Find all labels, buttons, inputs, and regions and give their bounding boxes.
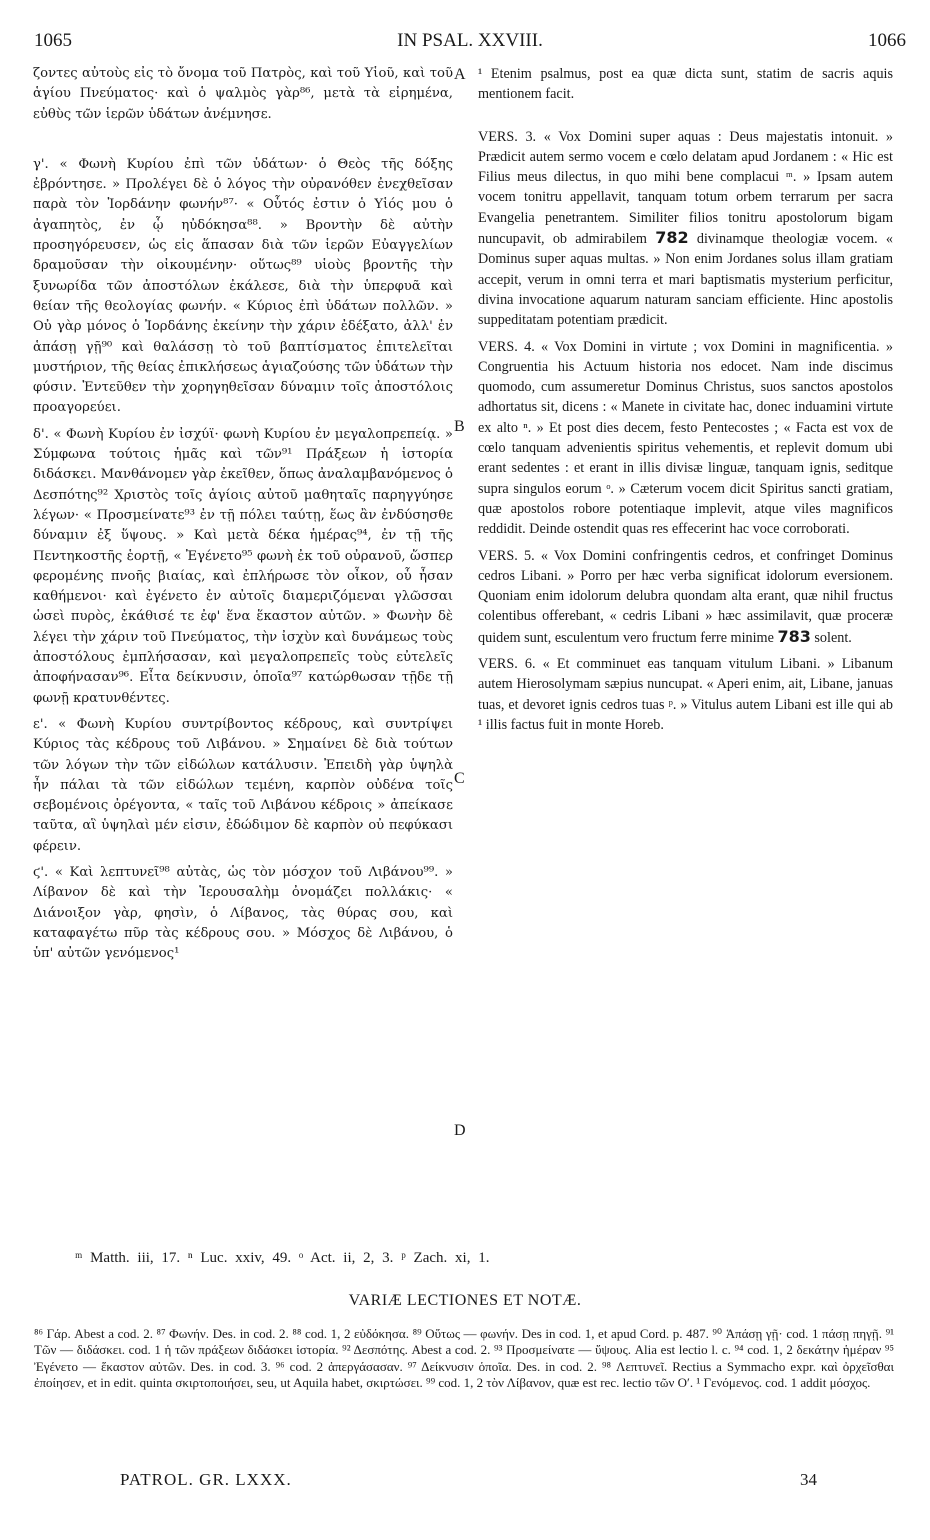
latin-text: VERS. 3. « Vox Domini super aquas : Deus majestatis intonuit. » Prædicit autem sermo vocem e cœlo delatam apud Jordanem : « Hic est Filius meus dilectus, in quo mihi bene complacui ᵐ. » Ipsam autem vocem tonitru appellavit, tanquam totum orbem terrarum per sacra Evangelia penetrantem. Similiter filios tonitru apostolorum bigam nuncupavit, ob admirabilem [478, 128, 893, 248]
spacer [478, 105, 893, 127]
latin-paragraph: VERS. 4. « Vox Domini in virtute ; vox Domini in magnificentia. » Congruentia his Actuum historia nos edocet. Nam inde discimus quomodo, cum assumeretur Dominus Christus, suos sanctos apostolos adhortatus sit, dicens : « Manete in civitate hac, donec induamini virtute ex alto ⁿ. » Et post dies decem, festo Pentecostes ; « Facta est vox de cœlo tanquam advenientis spiritus vehementis, et replevit domum ubi erant sedentes : et erant in illis divisæ linguæ, tanquam ignis, seditque supra singulos eorum ᵒ. » Cæterum vocem dicit Spiritus sancti gratiam, quæ apostolos robore potentiaque implevit, atque viles magnificos reddidit. Deinde ostendit quas res effecerint hac voce corroborati. [478, 338, 893, 538]
footer-series: PATROL. GR. LXXX. [120, 1470, 292, 1489]
margin-letter-b: B [454, 418, 465, 435]
margin-letter-c: C [454, 770, 465, 787]
latin-text: divinamque theologiæ vocem. « Dominus super aquas multas. » Non enim Jordanes solus illam gratiam accepit, verum in omni terra et mari baptismatis mysterium perficitur, divina invocatione aquarum naturam sanciam efficiente. Hinc apostolis suppeditatam potentiam prædicit. [478, 231, 894, 329]
latin-text: VERS. 5. « Vox Domini confringentis cedros, et confringet Dominus cedros Libani. » Porro per hæc verba significat idolorum eversionem. Quoniam enim idolorum delubra quondam alta erant, quæ nihil fructus colentibus offerebant, « cedris Libani » hæc assimilavit, quæ proceræ quidem sunt, esculentum vero fructum ferre minime [478, 547, 893, 646]
latin-paragraph: VERS. 6. « Et comminuet eas tanquam vitulum Libani. » Libanum autem Hierosolymam sæpius nuncupat. « Aperi enim, ait, Libane, januas tuas, et devoret ignis cedros tuas ᵖ. » Vitulus autem Libani est ille qui ab ¹ illis factus fuit in monte Horeb. [478, 656, 893, 733]
page-number-marker: 783 [777, 626, 811, 646]
textual-notes: ⁸⁶ Γάρ. Abest a cod. 2. ⁸⁷ Φωνήν. Des. in cod. 2. ⁸⁸ cod. 1, 2 εὐδόκησα. ⁸⁹ Οὕτως — φωνήν. Des in cod. 1, et apud Cord. p. 487. ⁹⁰ Ἁπάσῃ γῇ· cod. 1 πάσῃ πηγῇ. ⁹¹ Τῶν — διδάσκει. cod. 1 ἡ τῶν πράξεων διδάσκει ἱστορία. ⁹² Δεσπότης. Abest a cod. 2. ⁹³ Προσμείνατε — ὕψους. Alia est lectio l. c. ⁹⁴ cod. 1, 2 δεκάτην ἡμέραν ⁹⁵ Ἐγένετο — ἕκαστον αὐτῶν. Des. in cod. 3. ⁹⁶ cod. 2 ἀπεργάσασαν. ⁹⁷ Δείκνυσιν ὁποῖα. Des. in cod. 2. ⁹⁸ Λεπτυνεῖ. Rectius a Symmacho expr. καὶ ὀρχεῖσθαι ἐποίησεν, et in edit. quinta σκιρτοποιήσει, seu, ut Aquila habet, σκιρτώσει. ⁹⁹ cod. 1, 2 τὸν Λίβανον, quæ est rec. lectio τῶν Οʹ. ¹ Γενόμενος. cod. 1 addit μόσχος. [34, 1326, 894, 1391]
latin-column [478, 64, 893, 735]
running-header [34, 30, 906, 56]
latin-paragraph: ¹ Etenim psalmus, post ea quæ dicta sunt, statim de sacris aquis mentionem facit. [478, 66, 893, 103]
greek-paragraph: ε'. « Φωνὴ Κυρίου συντρίβοντος κέδρους, καὶ συντρίψει Κύριος τὰς κέδρους τοῦ Λιβάνου. » Σημαίνει δὲ διὰ τούτων τῶν λόγων τὴν τῶν εἰδώλων κατάλυσιν. Ἐπειδὴ γὰρ ὑψηλὰ ἦν πάλαι τὰ τῶν εἰδώλων τεμένη, καρπὸν οὐδένα τοῖς σεβομένοις ὀρέγοντα, « ταῖς τοῦ Λιβάνου κέδροις » ἀπείκασε ταῦτα, αἳ ὑψηλαὶ μέν εἰσιν, ἐδώδιμον δὲ καρπὸν οὐ πεφύκασι φέρειν. [33, 716, 453, 854]
margin-letter-a: A [454, 66, 466, 83]
spacer [33, 125, 453, 155]
greek-paragraph: δ'. « Φωνὴ Κυρίου ἐν ἰσχύϊ· φωνὴ Κυρίου ἐν μεγαλοπρεπείᾳ. » Σύμφωνα τούτοις ἡμᾶς καὶ τῶν⁹¹ Πράξεων ἡ ἱστορία διδάσκει. Μανθάνομεν γὰρ ἐκεῖθεν, ὅπως ἀναλαμβανόμενος ὁ Δεσπότης⁹² Χριστὸς τοῖς ἁγίοις αὐτοῦ μαθηταῖς παρηγγύησε λέγων· « Προσμείνατε⁹³ ἐν τῇ πόλει ταύτῃ, ἕως ἂν ἐνδύσησθε δύναμιν ἐξ ὕψους. » Καὶ μετὰ δέκα ἡμέρας⁹⁴, ἐν τῇ τῆς Πεντηκοστῆς ἑορτῇ, « Ἐγένετο⁹⁵ φωνὴ ἐκ τοῦ οὐρανοῦ, ὥσπερ φερομένης πνοῆς βιαίας, καὶ ἐπλήρωσε τὸν οἶκον, οὗ ἦσαν καθήμενοι· καὶ ἐγένετο ἐν αὐτοῖς διαμεριζόμεναι γλῶσσαι ὡσεὶ πυρὸς, ἐκάθισέ τε ἐφ' ἕνα ἕκαστον αὐτῶν. » Φωνὴν δὲ λέγει τὴν χάριν τοῦ Πνεύματος, τὴν ἰσχὺν καὶ δυνάμεως τοὺς ἀποστόλους ἐμπλήσασαν, καὶ μεγαλοπρεπεῖς τοὺς εὐτελεῖς ἀποφήνασαν⁹⁶. Εἶτα δείκνυσιν, ὁποῖα⁹⁷ κατώρθωσαν τῇδε τῇ φωνῇ κρατυνθέντες. [33, 426, 453, 706]
left-column-number: 1065 [34, 30, 72, 51]
latin-text: solent. [814, 629, 852, 646]
margin-letter-d: D [454, 1122, 466, 1139]
page-number-marker: 782 [655, 228, 689, 248]
greek-paragraph: ζοντες αὐτοὺς εἰς τὸ ὄνομα τοῦ Πατρὸς, καὶ τοῦ Υἱοῦ, καὶ τοῦ ἁγίου Πνεύματος· καὶ ὁ ψαλμὸς γὰρ⁸⁶, μετὰ τὰ εἰρημένα, εὐθὺς τῶν ἱερῶν ὑδάτων ἀνέμνησε. [33, 66, 453, 122]
running-title: IN PSAL. XXVIII. [397, 30, 543, 51]
greek-paragraph: ϛ'. « Καὶ λεπτυνεῖ⁹⁸ αὐτὰς, ὡς τὸν μόσχον τοῦ Λιβάνου⁹⁹. » Λίβανον δὲ καὶ τὴν Ἱερουσαλὴμ ὀνομάζει πολλάκις· « Διάνοιξον γὰρ, φησὶν, ὁ Λίβανος, τὰς θύρας σου, καὶ καταφαγέτω πῦρ τὰς κέδρους σου. » Μόσχος δὲ Λιβάνου, ὁ ὑπ' αὐτῶν γενόμενος¹ [33, 864, 453, 962]
latin-paragraph [478, 127, 893, 331]
greek-paragraph: γ'. « Φωνὴ Κυρίου ἐπὶ τῶν ὑδάτων· ὁ Θεὸς τῆς δόξης ἐβρόντησε. » Προλέγει δὲ ὁ λόγος τὴν οὐρανόθεν ἐνεχθεῖσαν παρὰ τὸν Ἰορδάνην φωνήν⁸⁷· « Οὗτός ἐστιν ὁ Υἱός μου ὁ ἀγαπητὸς, ἐν ᾧ ηὐδόκησα⁸⁸. » Βροντὴν δὲ αὐτὴν προσηγόρευσεν, ὡς εἰς ἅπασαν διὰ τῶν ἱερῶν Εὐαγγελίων δραμοῦσαν τὴν οἰκουμένην· οὕτως⁸⁹ υἱοὺς βροντῆς τὴν ξυνωρίδα τῶν ἀποστόλων ἐκάλεσε, διὰ τὴν ὑπερφυᾶ καὶ θείαν τῆς θεολογίας φωνήν. « Κύριος ἐπὶ ὑδάτων πολλῶν. » Οὐ γὰρ μόνος ὁ Ἰορδάνης ἐκείνην τὴν χάριν ἐδέξατο, ἀλλ' ἐν ἁπάσῃ γῇ⁹⁰ καὶ θαλάσσῃ τὸ τοῦ βαπτίσματος ἐπιτελεῖται μυστήριον, τῆς θείας ἐπικλήσεως ἁγιαζούσης τῶν ὑδάτων τὴν φύσιν. Ἐντεῦθεν τὴν χορηγηθεῖσαν δύναμιν τοῖς ἀποστόλοις προαγορεύει. [33, 156, 453, 416]
greek-column [33, 64, 453, 964]
latin-paragraph [478, 546, 893, 648]
right-column-number: 1066 [868, 30, 906, 51]
scripture-references: ᵐ Matth. iii, 17. ⁿ Luc. xxiv, 49. ᵒ Act. ii, 2, 3. ᵖ Zach. xi, 1. [75, 1250, 490, 1266]
variae-lectiones-title: VARIÆ LECTIONES ET NOTÆ. [348, 1292, 582, 1309]
footer-signature: 34 [800, 1470, 817, 1489]
